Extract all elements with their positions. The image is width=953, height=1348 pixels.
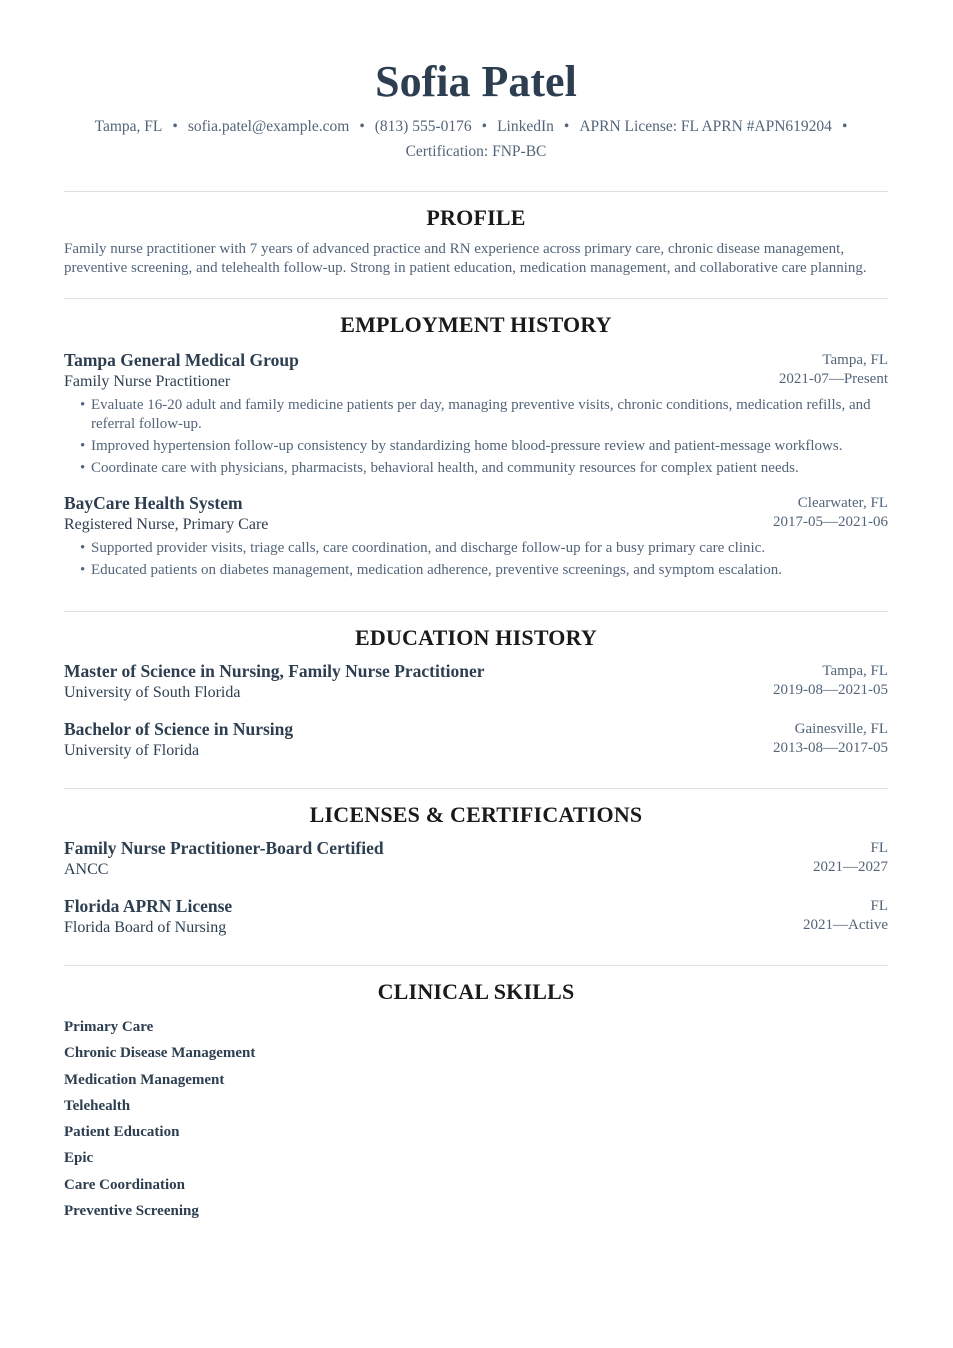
skill-item: Epic	[64, 1150, 94, 1167]
job-meta	[779, 349, 888, 388]
job-bullets	[64, 539, 888, 580]
education-entry	[64, 660, 888, 704]
education-location: Tampa, FL	[822, 663, 888, 679]
contact-certification: Certification: FNP-BC	[405, 143, 547, 160]
education-location: Gainesville, FL	[794, 721, 888, 737]
education-dates: 2013-08—2017-05	[773, 739, 888, 756]
license-dates: 2021—Active	[803, 916, 888, 933]
license-meta	[803, 895, 888, 934]
candidate-name: Sofia Patel	[375, 57, 577, 106]
skill-item: Primary Care	[64, 1019, 154, 1035]
list-item: • Improved hypertension follow-up consistency by standardizing home blood-pressure review and patient-message workflows.	[80, 437, 888, 456]
education-dates: 2019-08—2021-05	[773, 681, 888, 698]
skill-item: Preventive Screening	[64, 1203, 199, 1220]
section-title-profile: PROFILE	[426, 205, 526, 230]
section-title-licenses: LICENSES & CERTIFICATIONS	[309, 802, 643, 827]
license-name: Family Nurse Practitioner-Board Certified	[64, 838, 384, 858]
education-degree: Bachelor of Science in Nursing	[64, 719, 294, 739]
job-location: Clearwater, FL	[797, 495, 888, 511]
education-info	[64, 718, 773, 762]
license-info	[64, 895, 803, 939]
skill-item: Telehealth	[64, 1097, 131, 1114]
job-location: Tampa, FL	[822, 352, 888, 368]
skill-item: Medication Management	[64, 1071, 225, 1088]
job-meta	[773, 492, 888, 531]
education-entry	[64, 718, 888, 762]
education-info	[64, 660, 773, 704]
skill-item: Care Coordination	[64, 1176, 185, 1193]
license-meta	[813, 837, 888, 876]
section-title-employment: EMPLOYMENT HISTORY	[340, 312, 612, 337]
contact-license: APRN License: FL APRN #APN619204	[579, 118, 832, 135]
contact-line	[64, 114, 888, 164]
job-entry	[64, 492, 888, 580]
contact-location: Tampa, FL	[94, 118, 163, 135]
list-item: • Coordinate care with physicians, pharmacists, behavioral health, and community resources for complex patient needs.	[80, 459, 888, 478]
skills-section	[64, 965, 888, 1224]
contact-phone: (813) 555-0176	[374, 118, 472, 135]
job-info	[64, 349, 779, 393]
education-school: University of Florida	[64, 742, 200, 759]
license-info	[64, 837, 813, 881]
job-entry	[64, 349, 888, 478]
license-entry	[64, 837, 888, 881]
job-info	[64, 492, 773, 536]
contact-email[interactable]: sofia.patel@example.com	[187, 118, 350, 135]
job-header	[64, 349, 888, 393]
license-name: Florida APRN License	[64, 896, 233, 916]
skill-item: Chronic Disease Management	[64, 1045, 256, 1062]
job-employer: Tampa General Medical Group	[64, 350, 299, 370]
license-dates: 2021—2027	[813, 858, 888, 875]
education-school: University of South Florida	[64, 684, 241, 701]
skill-item: Patient Education	[64, 1124, 180, 1141]
profile-summary: Family nurse practitioner with 7 years of advanced practice and RN experience across primary care, chronic disease management, preventive screening, and telehealth follow-up. Strong in patient education, medication management, and collaborative care planning.	[64, 241, 867, 276]
license-location: FL	[870, 898, 888, 914]
education-meta	[773, 718, 888, 757]
job-dates: 2021-07—Present	[778, 370, 888, 387]
job-role: Family Nurse Practitioner	[64, 373, 231, 390]
skills-list	[64, 1014, 888, 1224]
contact-separator: •	[563, 118, 570, 135]
contact-separator: •	[481, 118, 488, 135]
education-section	[64, 611, 888, 770]
job-role: Registered Nurse, Primary Care	[64, 516, 269, 533]
job-dates: 2017-05—2021-06	[773, 513, 888, 530]
contact-separator: •	[172, 118, 178, 135]
education-meta	[773, 660, 888, 699]
employment-section	[64, 298, 888, 593]
license-location: FL	[870, 840, 888, 856]
license-entry	[64, 895, 888, 939]
contact-separator: •	[359, 118, 365, 135]
list-item: • Supported provider visits, triage calls, care coordination, and discharge follow-up for a busy primary care clinic.	[80, 539, 888, 558]
section-title-education: EDUCATION HISTORY	[354, 625, 598, 650]
contact-linkedin-link[interactable]: LinkedIn	[497, 118, 554, 135]
job-bullets	[64, 396, 888, 478]
contact-separator: •	[841, 118, 848, 135]
profile-section	[64, 191, 888, 280]
section-title-skills: CLINICAL SKILLS	[377, 979, 575, 1004]
licenses-section	[64, 788, 888, 947]
job-employer: BayCare Health System	[64, 493, 243, 513]
license-issuer: Florida Board of Nursing	[64, 919, 227, 936]
license-issuer: ANCC	[64, 861, 109, 878]
job-header	[64, 492, 888, 536]
education-degree: Master of Science in Nursing, Family Nurse Practitioner	[64, 661, 485, 681]
list-item: • Evaluate 16-20 adult and family medicine patients per day, managing preventive visits, chronic conditions, medication refills, and referral follow-up.	[80, 396, 888, 434]
list-item: • Educated patients on diabetes management, medication adherence, preventive screenings, and symptom escalation.	[80, 561, 888, 580]
